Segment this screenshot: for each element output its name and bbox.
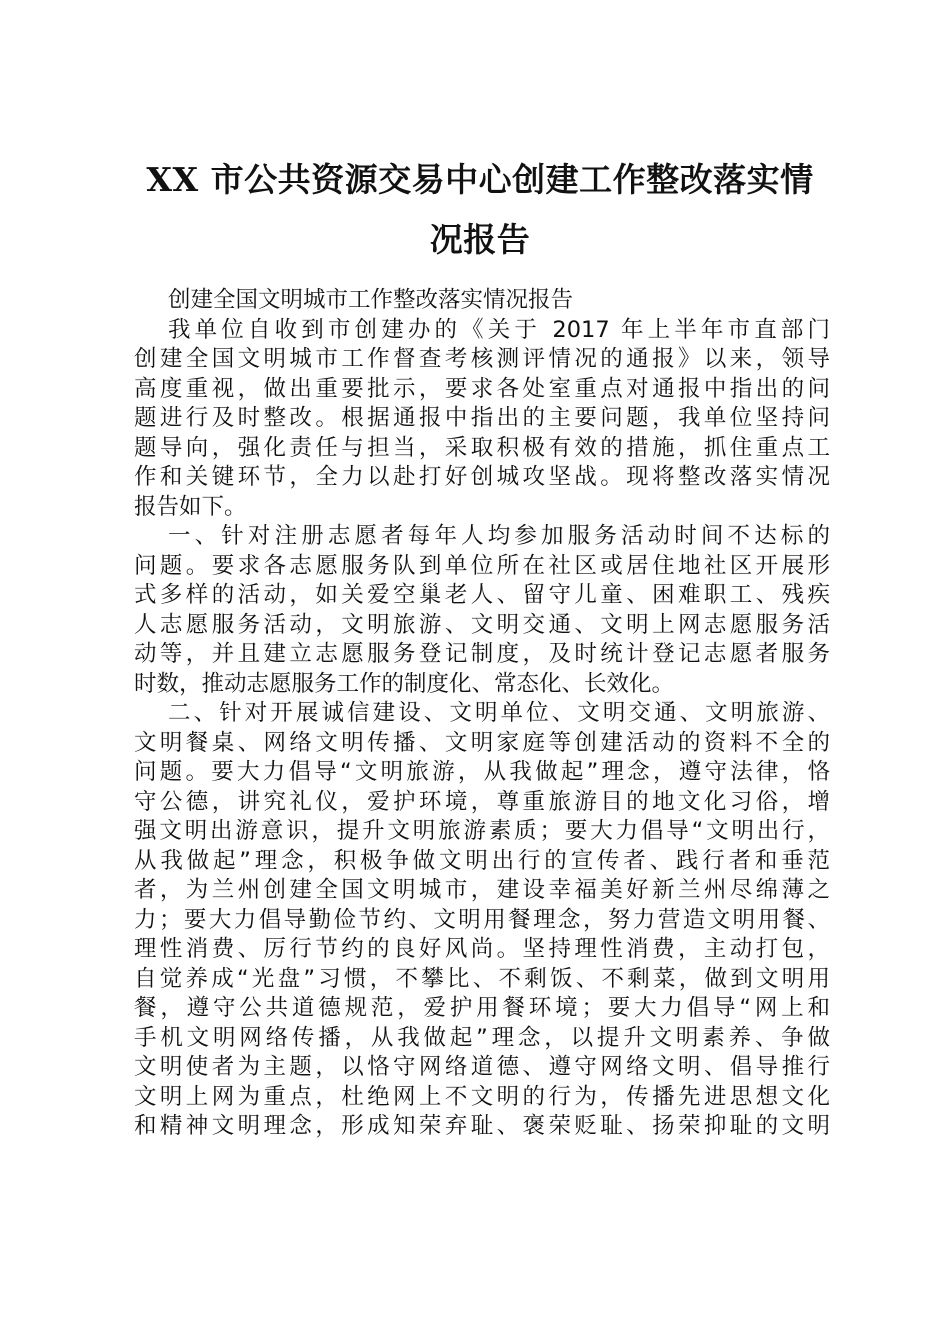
document-title [120,150,840,270]
paragraph-line: 报告如下。 [134,493,247,520]
paragraph-line: 作和关键环节，全力以赴打好创城攻坚战。现将整改落实情况 [134,464,830,490]
paragraph-line: 创建全国文明城市工作整改落实情况报告 [168,287,574,313]
title-line-1 [120,150,840,210]
paragraph-line: 守公德，讲究礼仪，爱护环境，尊重旅游目的地文化习俗，增 [134,788,830,815]
paragraph-line: 动等，并且建立志愿服务登记制度，及时统计登记志愿者服务 [134,641,830,667]
title-line-2: 况报告 [429,220,531,259]
paragraph-line: 文明上网为重点，杜绝网上不文明的行为，传播先进思想文化 [134,1083,830,1110]
paragraph-line: 问题。要求各志愿服务队到单位所在社区或居住地社区开展形 [134,552,830,579]
paragraph-line: 二、针对开展诚信建设、文明单位、文明交通、文明旅游、 [168,700,830,726]
paragraph-line: 创建全国文明城市工作督查考核测评情况的通报》以来，领导 [134,346,830,372]
paragraph-line: 自觉养成“光盘”习惯，不攀比、不剩饭、不剩菜，做到文明用 [134,965,830,992]
paragraph-line: 题进行及时整改。根据通报中指出的主要问题，我单位坚持问 [134,405,830,431]
paragraph-line: 力；要大力倡导勤俭节约、文明用餐理念，努力营造文明用餐、 [134,906,830,933]
paragraph-line: 我单位自收到市创建办的《关于 2017 年上半年市直部门 [168,316,830,343]
paragraph-line: 题导向，强化责任与担当，采取积极有效的措施，抓住重点工 [134,434,830,461]
paragraph-line: 手机文明网络传播，从我做起”理念，以提升文明素养、争做 [134,1024,830,1051]
paragraph-line: 时数，推动志愿服务工作的制度化、常态化、长效化。 [134,670,675,697]
paragraph-line: 人志愿服务活动，文明旅游、文明交通、文明上网志愿服务活 [134,611,830,638]
document-body [134,286,830,1142]
paragraph-line: 理性消费、厉行节约的良好风尚。坚持理性消费，主动打包， [134,936,830,962]
paragraph-line: 者，为兰州创建全国文明城市，建设幸福美好新兰州尽绵薄之 [134,877,830,903]
paragraph-line: 和精神文明理念，形成知荣弃耻、褒荣贬耻、扬荣抑耻的文明 [134,1113,830,1139]
paragraph-line: 文明使者为主题，以恪守网络道德、遵守网络文明、倡导推行 [134,1054,830,1080]
title-line-1-text: 市公共资源交易中心创建工作整改落实情 [198,160,814,199]
paragraph-line: 问题。要大力倡导“文明旅游，从我做起”理念，遵守法律，恪 [134,759,830,785]
paragraph-line: 文明餐桌、网络文明传播、文明家庭等创建活动的资料不全的 [134,729,830,756]
paragraph-line: 式多样的活动，如关爱空巢老人、留守儿童、困难职工、残疾 [134,582,830,608]
paragraph-line: 强文明出游意识，提升文明旅游素质；要大力倡导“文明出行， [134,818,830,844]
paragraph-line: 餐，遵守公共道德规范，爱护用餐环境；要大力倡导“网上和 [134,995,830,1021]
paragraph-line: 从我做起”理念，积极争做文明出行的宣传者、践行者和垂范 [134,847,830,874]
paragraph-line: 一、针对注册志愿者每年人均参加服务活动时间不达标的 [168,523,830,549]
title-prefix: XX [146,160,199,199]
paragraph-line: 高度重视，做出重要批示，要求各处室重点对通报中指出的问 [134,375,830,402]
